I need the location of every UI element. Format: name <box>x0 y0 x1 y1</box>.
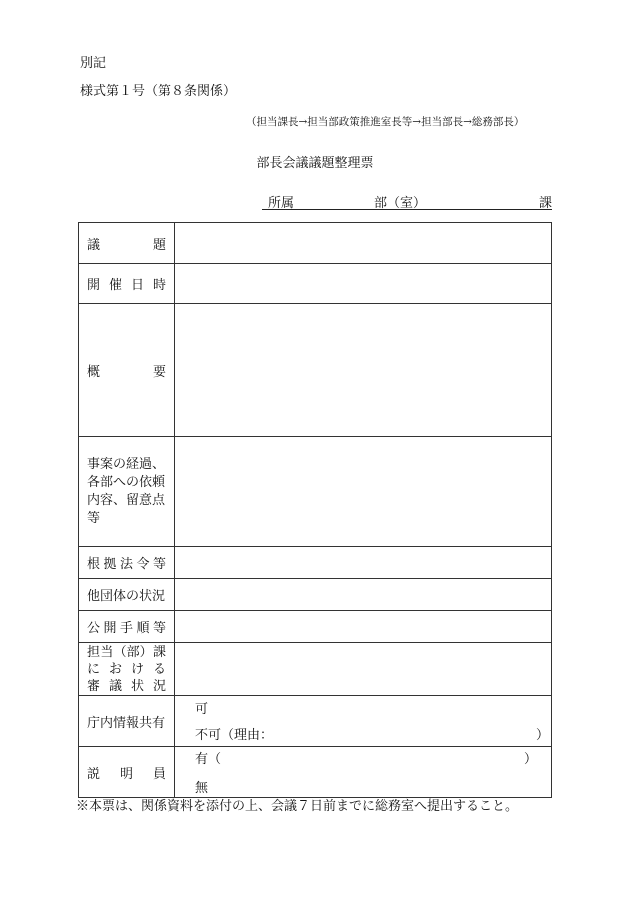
label-char: 法 <box>119 557 133 572</box>
label-jian <box>79 437 175 547</box>
tanto-1-3: （部） <box>113 644 153 660</box>
label-setsumei <box>79 747 175 798</box>
chonai-text: 庁内情報共有 <box>87 715 166 731</box>
row-kokai <box>79 611 552 643</box>
label-kokai <box>79 611 175 643</box>
spread-kaisai <box>87 274 166 293</box>
document-title: 部長会議議題整理票 <box>256 156 374 171</box>
field-gidai[interactable] <box>175 223 552 264</box>
field-konkyo[interactable] <box>175 547 552 579</box>
label-char: 等 <box>152 557 166 572</box>
tanto-3-3: 状 <box>130 678 144 694</box>
label-char: 要 <box>152 364 166 380</box>
label-char: 明 <box>119 766 133 782</box>
tanto-line-2 <box>87 661 166 678</box>
row-gaiyo <box>79 304 552 437</box>
tanto-2-3: け <box>130 661 144 677</box>
field-jian[interactable] <box>175 437 552 547</box>
label-char: 開 <box>87 278 101 293</box>
label-char: 開 <box>103 621 117 636</box>
field-kaisai[interactable] <box>175 264 552 304</box>
tanto-2-4: る <box>152 661 166 677</box>
label-konkyo <box>79 547 175 579</box>
row-kaisai <box>79 264 552 304</box>
annex-label: 別記 <box>80 56 107 71</box>
tanto-3-1: 審 <box>87 678 101 694</box>
field-tadantai[interactable] <box>175 579 552 611</box>
tanto-3-2: 議 <box>108 678 122 694</box>
jian-line-1: 事案の経過、 <box>87 456 166 472</box>
approval-routing: （担当課長→担当部政策推進室長等→担当部長→総務部長） <box>246 116 525 128</box>
form-number: 様式第１号（第８条関係） <box>80 84 237 99</box>
setsumei-options <box>175 747 551 797</box>
row-tanto <box>79 643 552 696</box>
label-char: 員 <box>152 766 166 782</box>
label-char: 題 <box>152 237 166 253</box>
label-char: 概 <box>87 364 101 380</box>
field-setsumei[interactable] <box>175 747 552 798</box>
row-tadantai <box>79 579 552 611</box>
option-ka[interactable]: 可 <box>195 702 209 717</box>
label-char: 議 <box>87 237 101 253</box>
field-gaiyo[interactable] <box>175 304 552 437</box>
spread-gidai <box>87 234 166 253</box>
spread-konkyo <box>87 553 166 572</box>
row-konkyo <box>79 547 552 579</box>
row-gidai <box>79 223 552 264</box>
tanto-1-4: 課 <box>152 644 166 660</box>
tanto-2-2: お <box>108 661 122 677</box>
affiliation-label: 所属 <box>268 196 295 211</box>
tanto-line-3 <box>87 678 166 695</box>
spread-kokai <box>87 617 166 636</box>
label-char: 等 <box>152 621 166 636</box>
jian-line-3: 内容、留意点 <box>87 492 166 508</box>
spread-gaiyo <box>87 361 166 380</box>
tanto-line-1 <box>87 644 166 661</box>
jian-line-2: 各部への依頼 <box>87 474 166 490</box>
label-tadantai <box>79 579 175 611</box>
fuka-close-paren: ） <box>535 728 549 743</box>
label-char: 令 <box>136 557 150 572</box>
label-char: 根 <box>87 557 101 572</box>
label-kaisai <box>79 264 175 304</box>
option-nashi[interactable]: 無 <box>195 781 209 796</box>
jian-line-4: 等 <box>87 510 101 526</box>
agenda-form-table <box>78 222 552 798</box>
tanto-3-4: 況 <box>152 678 166 694</box>
label-char: 時 <box>152 278 166 293</box>
row-jian <box>79 437 552 547</box>
tadantai-text: 他団体の状況 <box>87 589 166 604</box>
label-gaiyo <box>79 304 175 437</box>
field-kokai[interactable] <box>175 611 552 643</box>
label-char: 公 <box>87 621 101 636</box>
affiliation-line <box>262 192 552 210</box>
label-tanto <box>79 643 175 696</box>
tanto-1-2: 当 <box>100 644 114 660</box>
label-chonai <box>79 696 175 747</box>
option-ari[interactable]: 有（ <box>195 752 222 767</box>
label-char: 順 <box>136 621 150 636</box>
row-setsumei <box>79 747 552 798</box>
tanto-2-1: に <box>87 661 101 677</box>
tanto-1-1: 担 <box>87 644 101 660</box>
field-tanto[interactable] <box>175 643 552 696</box>
label-char: 説 <box>87 766 101 782</box>
label-char: 拠 <box>103 557 117 572</box>
ari-close-paren: ） <box>523 752 537 767</box>
label-char: 手 <box>119 621 133 636</box>
footnote: ※本票は、関係資料を添付の上、会議７日前までに総務室へ提出すること。 <box>76 799 519 814</box>
label-char: 日 <box>130 278 144 293</box>
chonai-options <box>175 696 551 746</box>
department-label: 部（室） <box>374 196 427 211</box>
option-fuka[interactable]: 不可（理由： <box>195 728 274 743</box>
label-gidai <box>79 223 175 264</box>
field-chonai[interactable] <box>175 696 552 747</box>
label-char: 催 <box>108 278 122 293</box>
spread-setsumei <box>87 763 166 782</box>
section-label: 課 <box>538 196 552 211</box>
row-chonai <box>79 696 552 747</box>
